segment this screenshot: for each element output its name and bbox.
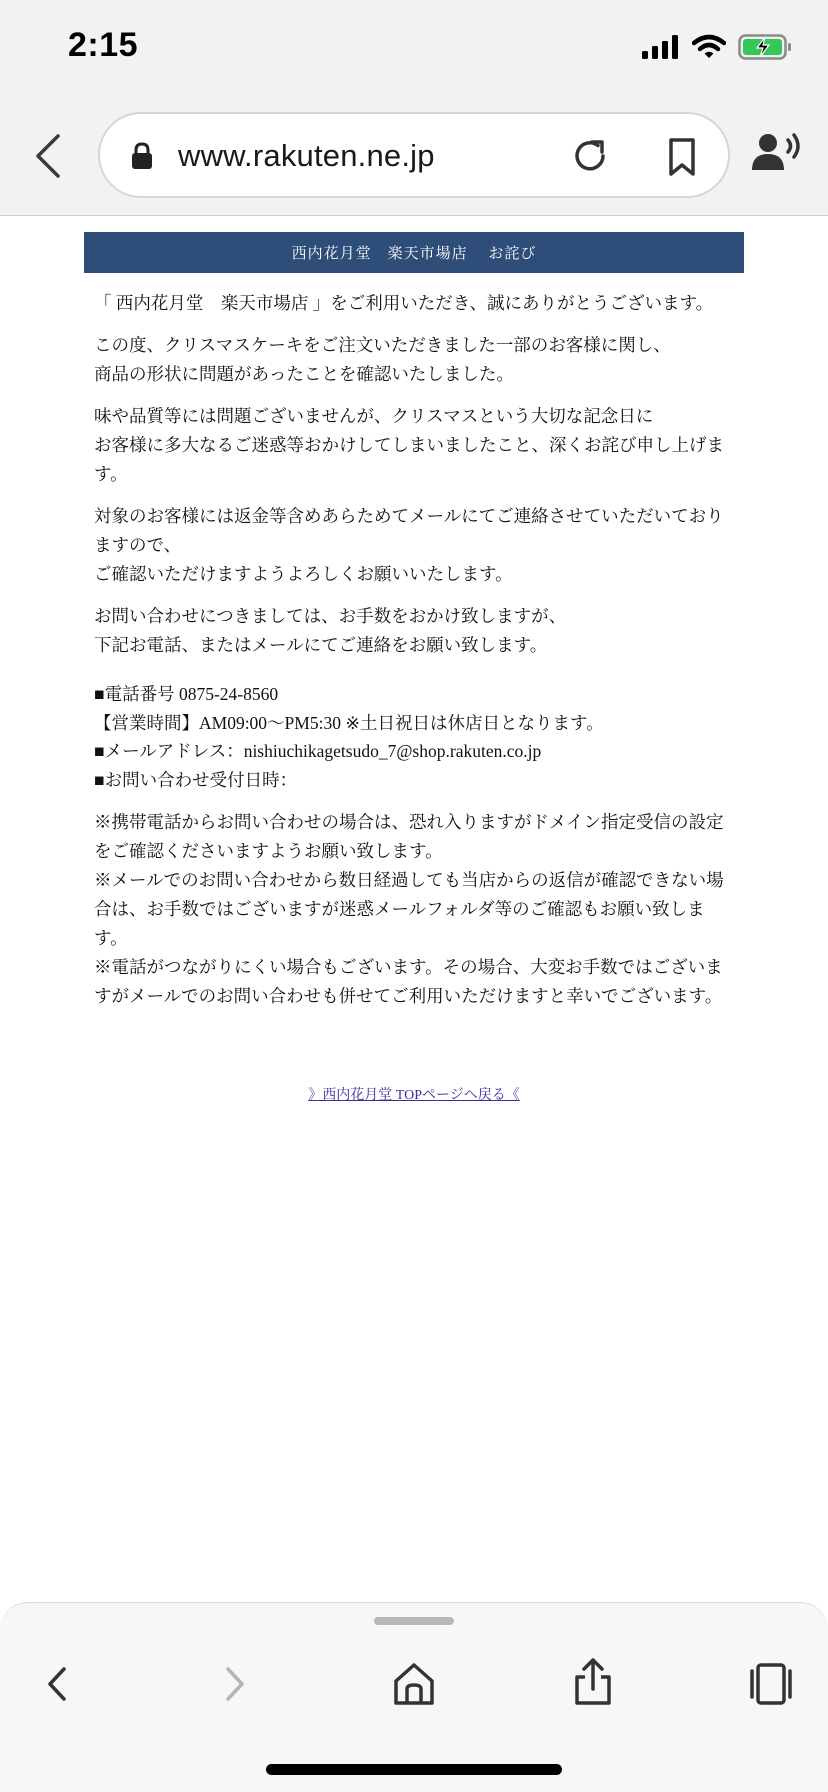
url-text[interactable]: www.rakuten.ne.jp	[178, 138, 435, 173]
reload-icon[interactable]	[570, 136, 610, 181]
paragraph-line: 商品の形状に問題があったことを確認いたしました。	[94, 364, 514, 384]
home-icon[interactable]	[392, 1661, 436, 1712]
paragraph-line: 対象のお客様には返金等含めあらためてメールにてご連絡させていただいておりますので、	[94, 506, 724, 555]
status-bar	[0, 0, 828, 96]
top-page-link[interactable]: 》西内花月堂 TOPページへ戻る《	[308, 1088, 520, 1103]
home-indicator	[266, 1764, 562, 1775]
url-bar-region	[0, 96, 828, 216]
business-hours: 【営業時間】AM09:00〜PM5:30 ※土日祝日は休店日となります。	[94, 712, 604, 733]
address-bar[interactable]	[98, 112, 730, 198]
paragraph-line: ご確認いただけますようよろしくお願いいたします。	[94, 564, 513, 584]
page-content	[84, 232, 744, 1110]
greeting-paragraph: 「 西内花月堂 楽天市場店 」をご利用いただき、誠にありがとうございます。	[94, 293, 714, 313]
phone-number: ■電話番号 0875-24-8560	[94, 684, 279, 704]
battery-charging-icon	[738, 34, 792, 60]
status-icons	[642, 34, 792, 60]
bookmark-icon[interactable]	[662, 136, 702, 183]
notice-body	[84, 289, 744, 1110]
share-icon[interactable]	[572, 1657, 614, 1712]
lock-icon	[130, 141, 154, 176]
paragraph-line: お客様に多大なるご迷惑等おかけしてしまいましたこと、深くお詫び申し上げます。	[94, 435, 724, 484]
note-item: ※メールでのお問い合わせから数日経過しても当店からの返信が確認できない場合は、お手数ではございますが迷惑メールフォルダ等のご確認もお願い致します。	[94, 870, 724, 948]
top-link-container	[94, 1079, 734, 1110]
voice-icon[interactable]	[752, 132, 804, 177]
cellular-signal-icon	[642, 35, 680, 59]
paragraph-line: 下記お電話、またはメールにてご連絡をお願い致します。	[94, 635, 548, 655]
inquiry-hours: ■お問い合わせ受付日時：	[94, 769, 298, 790]
forward-arrow-icon[interactable]	[218, 1661, 252, 1712]
chevron-left-icon[interactable]	[28, 130, 68, 182]
back-arrow-icon[interactable]	[40, 1661, 74, 1712]
email-address: ■メールアドレス：nishiuchikagetsudo_7@shop.rakuten.co.jp	[94, 741, 542, 761]
toolbar-grabber[interactable]	[374, 1617, 454, 1625]
paragraph-line: 味や品質等には問題ございませんが、クリスマスという大切な記念日に	[94, 406, 654, 426]
note-item: ※携帯電話からお問い合わせの場合は、恐れ入りますがドメイン指定受信の設定をご確認くださいますようお願い致します。	[94, 812, 724, 861]
note-item: ※電話がつながりにくい場合もございます。その場合、大変お手数ではございますがメールでのお問い合わせも併せてご利用いただけますと幸いでございます。	[94, 957, 723, 1006]
paragraph-line: この度、クリスマスケーキをご注文いただきました一部のお客様に関し、	[94, 335, 671, 355]
contact-info	[94, 680, 734, 794]
page-banner: 西内花月堂 楽天市場店 お詫び	[84, 232, 744, 273]
notes-block	[94, 808, 734, 1011]
status-time: 2:15	[68, 26, 139, 64]
wifi-icon	[692, 34, 726, 60]
paragraph-line: お問い合わせにつきましては、お手数をおかけ致しますが、	[94, 606, 567, 626]
tabs-icon[interactable]	[748, 1661, 794, 1712]
